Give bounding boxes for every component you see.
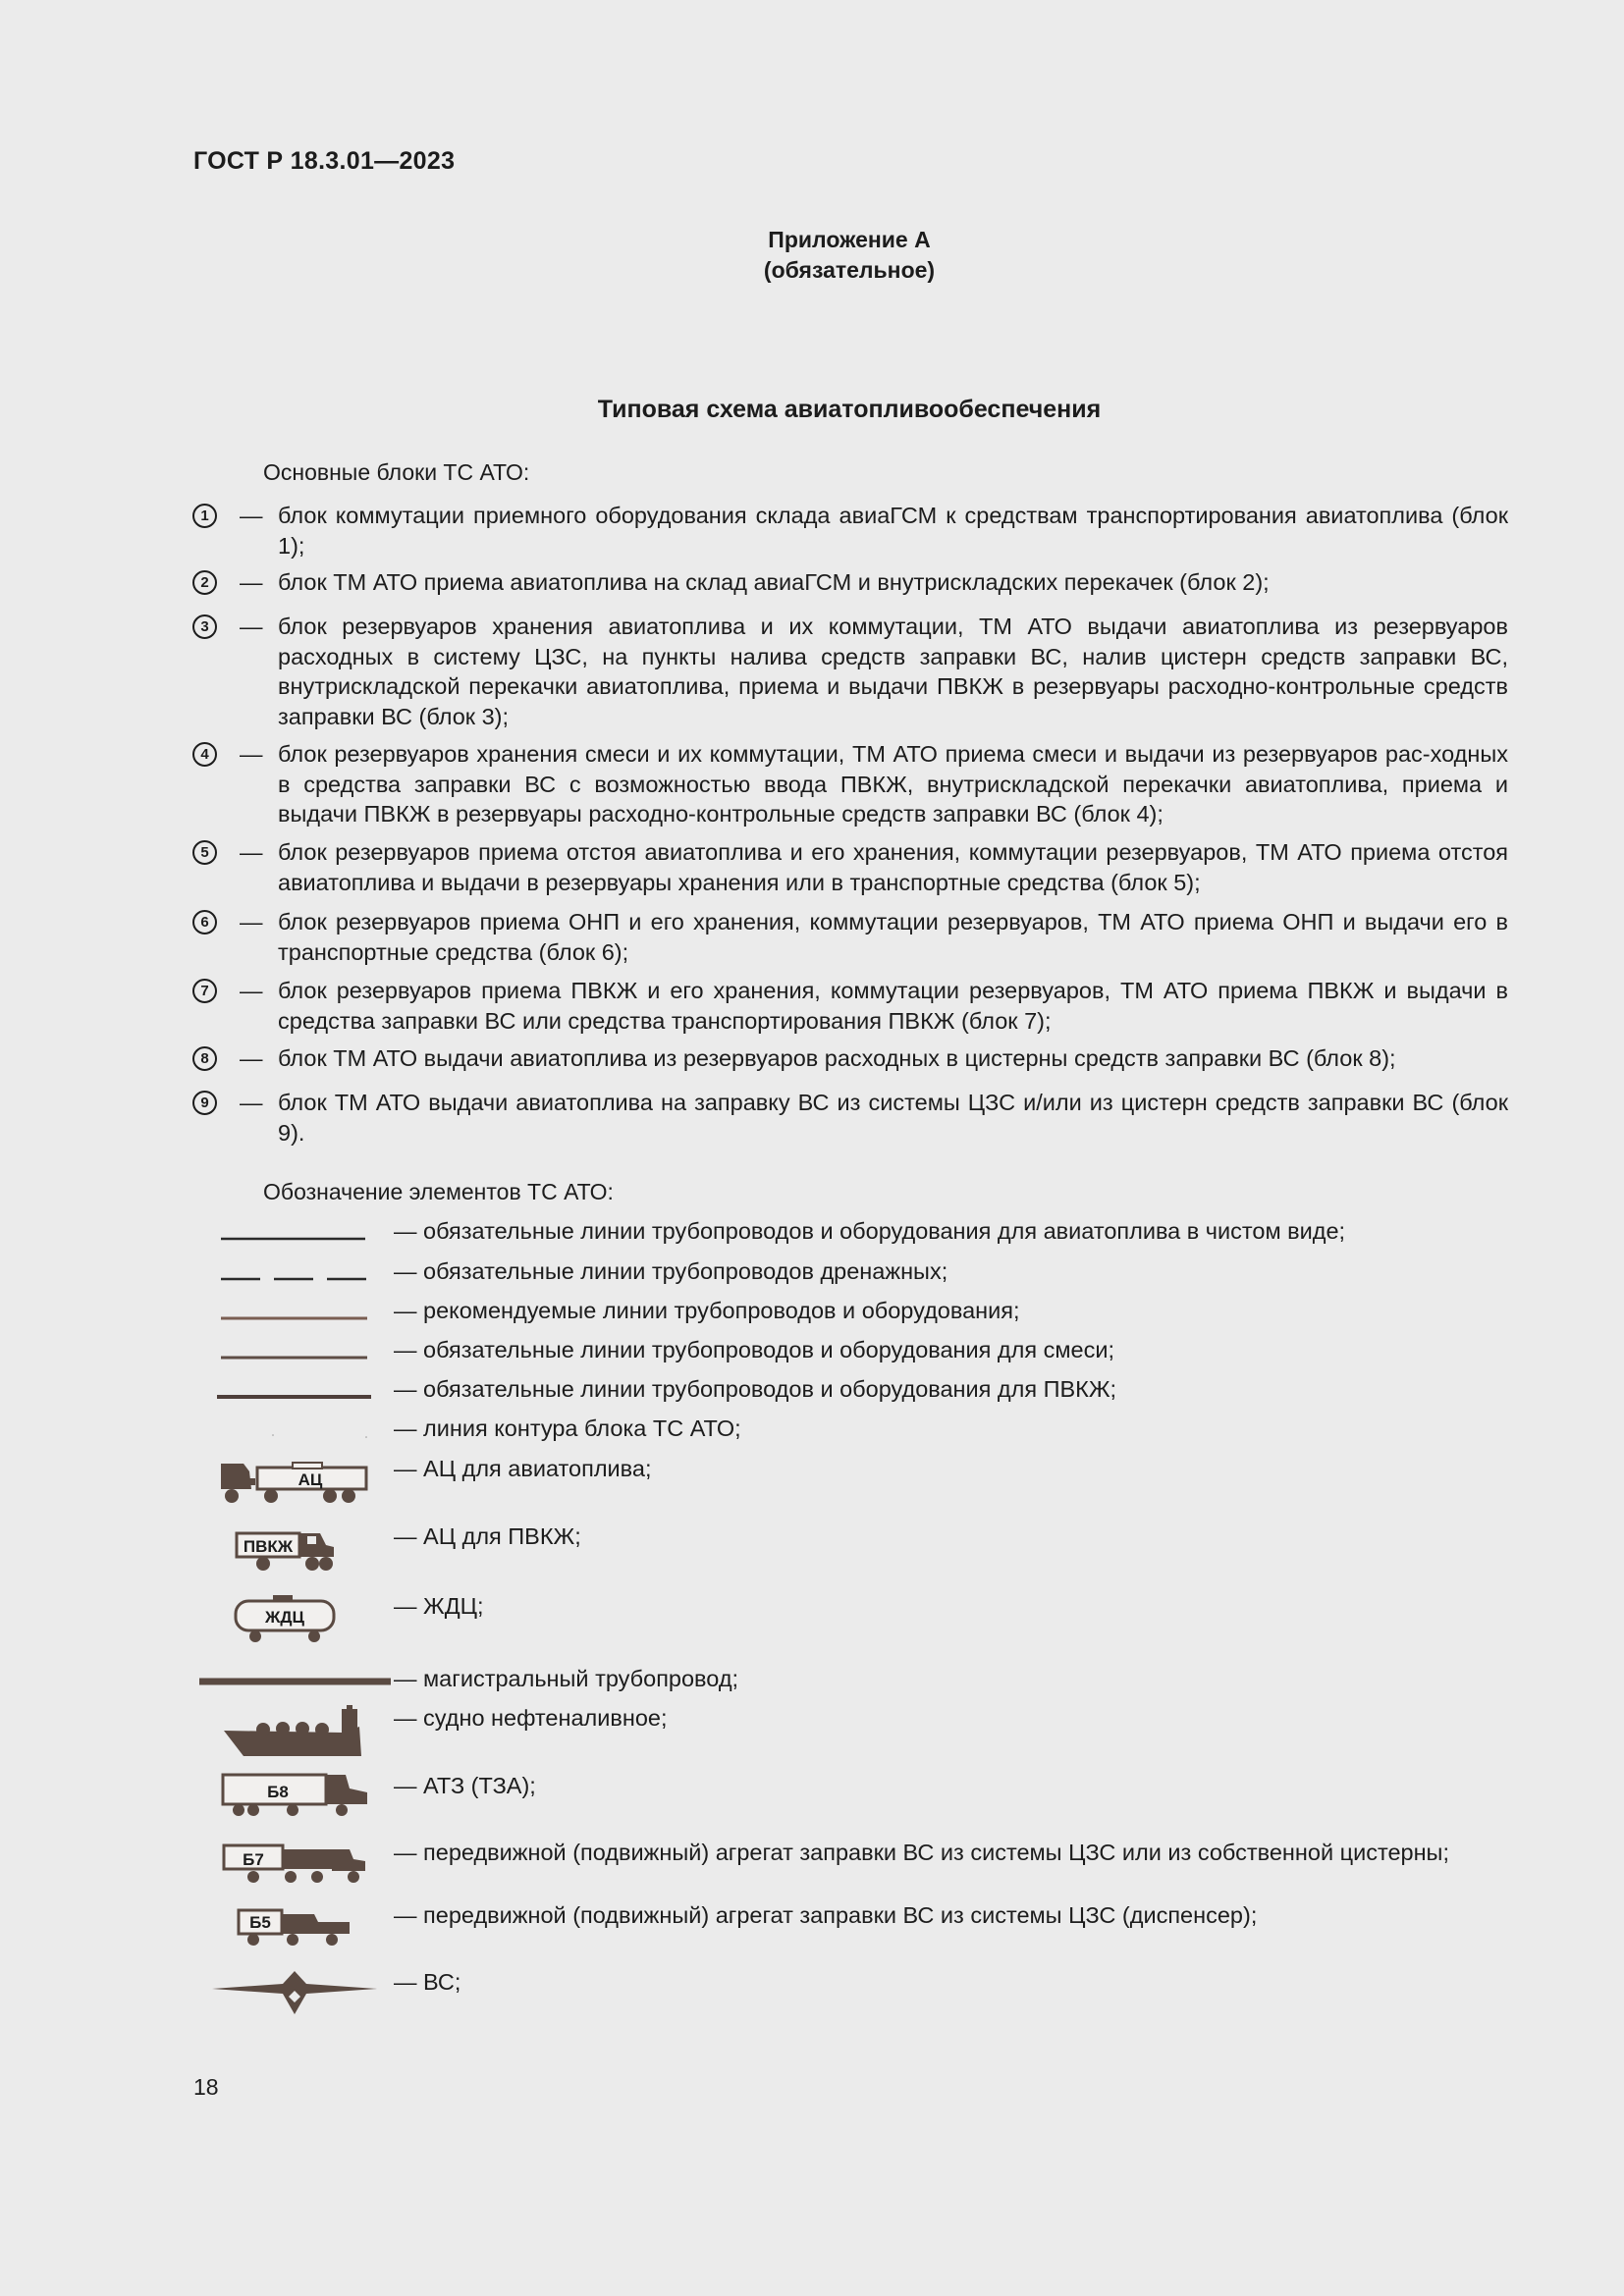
- legend-description: — ВС;: [394, 1969, 461, 1995]
- block-number-badge: 4: [192, 742, 217, 767]
- block-description: блок резервуаров приема ПВКЖ и его хранения, коммутации резервуаров, ТМ АТО приема ПВКЖ и выдачи в средства заправки ВС или средства транспортирования ПВКЖ (блок 7);: [278, 978, 1508, 1034]
- blocks-heading: Основные блоки ТС АТО:: [263, 459, 530, 485]
- appendix-status: (обязательное): [763, 257, 936, 283]
- legend-item: [194, 1703, 1618, 1762]
- legend-item: [194, 1296, 1618, 1335]
- appendix-title: Приложение А: [768, 227, 931, 252]
- page-number: 18: [193, 2074, 219, 2100]
- legend-item: [194, 1522, 1618, 1580]
- dispenser-icon: [194, 1900, 401, 1959]
- legend-description: — передвижной (подвижный) агрегат заправки ВС из системы ЦЗС (диспенсер);: [394, 1902, 1258, 1928]
- vehicle-label: ПВКЖ: [243, 1537, 294, 1556]
- fuel-tanker-truck-icon: [194, 1454, 401, 1513]
- block-item-8: [192, 1043, 1508, 1074]
- pvkzh-tanker-truck-icon: [194, 1522, 401, 1580]
- contour-line-icon: [194, 1414, 401, 1453]
- block-number-badge: 8: [192, 1046, 217, 1071]
- legend-description: — передвижной (подвижный) агрегат заправки ВС из системы ЦЗС или из собственной цистерны;: [394, 1840, 1449, 1865]
- block-item-6: [192, 907, 1508, 967]
- dash: —: [240, 1090, 263, 1115]
- block-number-badge: 1: [192, 504, 217, 528]
- legend-item: [194, 1374, 1618, 1414]
- block-number-badge: 3: [192, 614, 217, 639]
- block-description: блок резервуаров приема отстоя авиатоплива и его хранения, коммутации резервуаров, ТМ АТО приема отстоя авиатоплива и выдачи в резервуары хранения или в транспортные средства (блок 5);: [278, 839, 1508, 895]
- refueler-truck-icon: [194, 1771, 401, 1830]
- block-item-3: [192, 612, 1508, 731]
- block-number-badge: 9: [192, 1091, 217, 1115]
- legend-item: [194, 1967, 1618, 2026]
- dash: —: [240, 614, 263, 639]
- block-description: блок резервуаров хранения смеси и их коммутации, ТМ АТО приема смеси и выдачи из резервуаров рас-ходных в средства заправки ВС с возможностью ввода ПВКЖ, внутрискладской перекачки авиатоплива, приема и выдачи ПВКЖ в резервуары расходно-контрольные средств заправки ВС (блок 4);: [278, 741, 1508, 827]
- block-item-2: [192, 567, 1508, 598]
- block-number-badge: 5: [192, 840, 217, 865]
- block-item-7: [192, 976, 1508, 1036]
- dash: —: [240, 503, 263, 528]
- legend-item: [194, 1335, 1618, 1374]
- block-item-1: [192, 501, 1508, 561]
- block-number-badge: 7: [192, 979, 217, 1003]
- dash: —: [240, 1045, 263, 1071]
- solid-line-icon: [194, 1216, 401, 1255]
- document-header: ГОСТ Р 18.3.01—2023: [193, 147, 456, 175]
- block-description: блок резервуаров хранения авиатоплива и их коммутации, ТМ АТО выдачи авиатоплива из резервуаров расходных в систему ЦЗС, на пункты налива средств заправки ВС, налив цистерн средств заправки ВС, внутрискладской перекачки авиатоплива, приема и выдачи ПВКЖ в резервуары расходно-контрольные средств заправки ВС (блок 3);: [278, 614, 1508, 729]
- legend-description: — обязательные линии трубопроводов и оборудования для ПВКЖ;: [394, 1376, 1117, 1402]
- legend-description: — линия контура блока ТС АТО;: [394, 1415, 741, 1441]
- block-description: блок ТМ АТО выдачи авиатоплива на заправку ВС из системы ЦЗС и/или из цистерн средств заправки ВС (блок 9).: [278, 1090, 1508, 1146]
- vehicle-label: Б5: [249, 1913, 271, 1932]
- dash: —: [240, 978, 263, 1003]
- legend-description: — магистральный трубопровод;: [394, 1666, 739, 1691]
- recommended-line-icon: [194, 1296, 401, 1335]
- legend-description: — АТЗ (ТЗА);: [394, 1773, 536, 1798]
- dash: —: [240, 569, 263, 595]
- block-item-5: [192, 837, 1508, 897]
- legend-description: — АЦ для авиатоплива;: [394, 1456, 652, 1481]
- legend-description: — судно нефтеналивное;: [394, 1705, 668, 1731]
- legend-heading: Обозначение элементов ТС АТО:: [263, 1179, 614, 1204]
- legend-item: [194, 1900, 1618, 1959]
- legend-item: [194, 1771, 1618, 1830]
- vehicle-label: Б7: [243, 1850, 264, 1869]
- legend-description: — обязательные линии трубопроводов и оборудования для авиатоплива в чистом виде;: [394, 1218, 1346, 1244]
- mixture-line-icon: [194, 1335, 401, 1374]
- vehicle-label: АЦ: [298, 1470, 323, 1489]
- legend-description: — ЖДЦ;: [394, 1593, 484, 1619]
- rail-tank-car-icon: [194, 1591, 401, 1650]
- block-description: блок ТМ АТО приема авиатоплива на склад авиаГСМ и внутрискладских перекачек (блок 2);: [278, 569, 1270, 595]
- dashed-line-icon: [194, 1256, 401, 1296]
- document-title: Типовая схема авиатопливообеспечения: [597, 396, 1102, 423]
- block-item-4: [192, 739, 1508, 829]
- block-description: блок ТМ АТО выдачи авиатоплива из резервуаров расходных в цистерны средств заправки ВС (блок 8);: [278, 1045, 1396, 1071]
- block-description: блок коммутации приемного оборудования склада авиаГСМ к средствам транспортирования авиатоплива (блок 1);: [278, 503, 1508, 559]
- appendix-heading: [0, 225, 1624, 286]
- block-number-badge: 6: [192, 910, 217, 934]
- legend-item: [194, 1414, 1618, 1453]
- dash: —: [240, 909, 263, 934]
- block-number-badge: 2: [192, 570, 217, 595]
- oil-tanker-ship-icon: [194, 1703, 401, 1762]
- legend-description: — АЦ для ПВКЖ;: [394, 1523, 581, 1549]
- block-item-9: [192, 1088, 1508, 1148]
- legend-description: — рекомендуемые линии трубопроводов и оборудования;: [394, 1298, 1020, 1323]
- legend-description: — обязательные линии трубопроводов дренажных;: [394, 1258, 948, 1284]
- legend-item: [194, 1838, 1618, 1896]
- vehicle-label: Б8: [267, 1783, 289, 1801]
- aircraft-icon: [194, 1967, 401, 2026]
- block-description: блок резервуаров приема ОНП и его хранения, коммутации резервуаров, ТМ АТО приема ОНП и выдачи его в транспортные средства (блок 6);: [278, 909, 1508, 965]
- vehicle-label: ЖДЦ: [265, 1608, 304, 1627]
- mobile-refueling-unit-icon: [194, 1838, 401, 1896]
- legend-description: — обязательные линии трубопроводов и оборудования для смеси;: [394, 1337, 1114, 1362]
- dash: —: [240, 839, 263, 865]
- dash: —: [240, 741, 263, 767]
- legend-item: [194, 1454, 1618, 1513]
- legend-item: [194, 1591, 1618, 1650]
- pvkzh-line-icon: [194, 1374, 401, 1414]
- legend-item: [194, 1216, 1618, 1255]
- trunk-pipeline-icon: [194, 1664, 401, 1703]
- legend-item: [194, 1664, 1618, 1703]
- legend-item: [194, 1256, 1618, 1296]
